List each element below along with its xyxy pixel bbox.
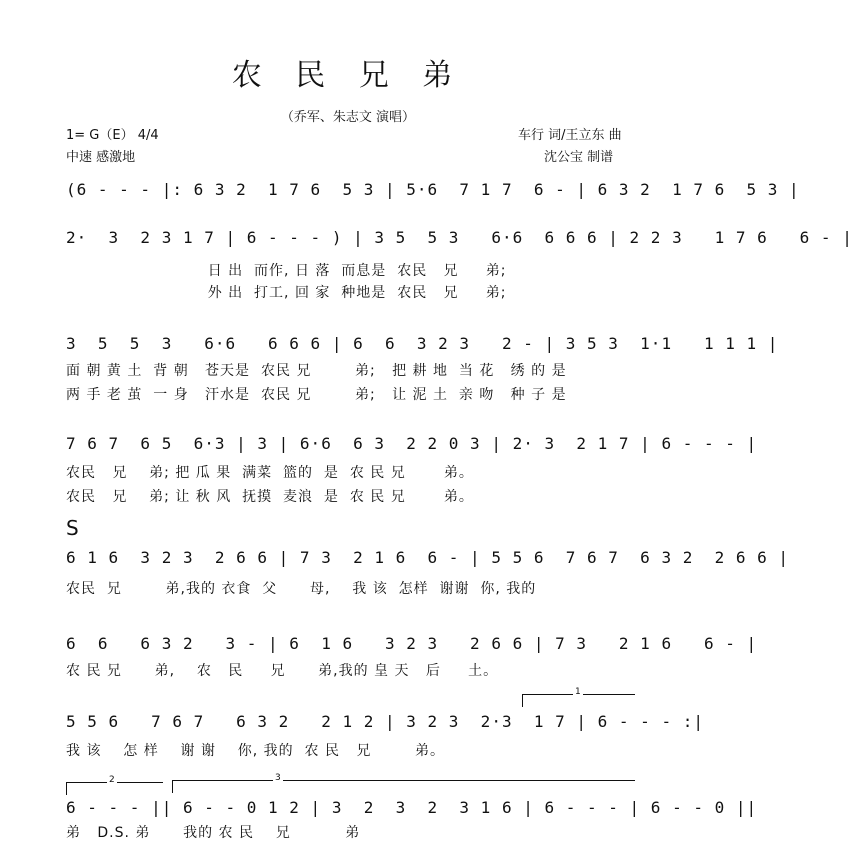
- volta-bracket-1: [522, 687, 635, 707]
- performers: （乔军、朱志文 演唱）: [280, 110, 416, 125]
- notation-line-6: 6 6 6 3 2 3 - | 6 1 6 3 2 3 2 6 6 | 7 3 2 1 6 6 - |: [66, 634, 758, 653]
- volta-number-2: 2: [109, 775, 115, 785]
- lyric-line-3-verse-1: 面 朝 黄 土 背 朝 苍天是 农民 兄 弟; 把 耕 地 当 花 绣 的 是: [66, 363, 567, 379]
- lyric-line-6: 农 民 兄 弟, 农 民 兄 弟,我的 皇 天 后 土。: [66, 663, 499, 679]
- volta-bracket-3: [172, 773, 635, 793]
- volta-bracket-2: [66, 775, 163, 795]
- key-signature: 1= G（E） 4/4: [66, 128, 159, 143]
- notation-line-4: 7 6 7 6 5 6·3 | 3 | 6·6 6 3 2 2 0 3 | 2· 3 2 1 7 | 6 - - - |: [66, 434, 758, 453]
- lyric-line-2-verse-2: 外 出 打工, 回 家 种地是 农民 兄 弟;: [66, 285, 507, 301]
- volta-number-3: 3: [275, 773, 281, 783]
- notation-line-2: 2· 3 2 3 1 7 | 6 - - - ) | 3 5 5 3 6·6 6 6 6 | 2 2 3 1 7 6 6 - |: [66, 228, 853, 247]
- lyric-line-5: 农民 兄 弟,我的 衣食 父 母, 我 该 怎样 谢谢 你, 我的: [66, 581, 537, 597]
- volta-number-1: 1: [575, 687, 581, 697]
- notation-line-3: 3 5 5 3 6·6 6 6 6 | 6 6 3 2 3 2 - | 3 5 3 1·1 1 1 1 |: [66, 334, 779, 353]
- lyric-line-4-verse-1: 农民 兄 弟; 把 瓜 果 满菜 篮的 是 农 民 兄 弟。: [66, 465, 474, 481]
- notation-line-8: 6 - - - || 6 - - 0 1 2 | 3 2 3 2 3 1 6 | 6 - - - | 6 - - 0 ||: [66, 798, 758, 817]
- lyric-line-3-verse-2: 两 手 老 茧 一 身 汗水是 农民 兄 弟; 让 泥 土 亲 吻 种 子 是: [66, 387, 567, 403]
- lyric-line-4-verse-2: 农民 兄 弟; 让 秋 风 抚摸 麦浪 是 农 民 兄 弟。: [66, 489, 474, 505]
- lyric-line-7: 我 该 怎 样 谢 谢 你, 我的 农 民 兄 弟。: [66, 743, 445, 759]
- song-title: 农 民 兄 弟: [231, 58, 465, 93]
- notation-line-7: 5 5 6 7 6 7 6 3 2 2 1 2 | 3 2 3 2·3 1 7 | 6 - - - :|: [66, 712, 704, 731]
- lyric-line-2-verse-1: 日 出 而作, 日 落 而息是 农民 兄 弟;: [66, 263, 507, 279]
- lyric-line-8: 弟 D.S. 弟 我的 农 民 兄 弟: [66, 825, 361, 841]
- transcriber: 沈公宝 制谱: [544, 150, 614, 165]
- tempo-marking: 中速 感激地: [66, 150, 136, 165]
- notation-line-5: 6 1 6 3 2 3 2 6 6 | 7 3 2 1 6 6 - | 5 5 6 7 6 7 6 3 2 2 6 6 |: [66, 548, 790, 567]
- notation-line-1: (6 - - - |: 6 3 2 1 7 6 5 3 | 5·6 7 1 7 6 - | 6 3 2 1 7 6 5 3 |: [66, 180, 800, 199]
- credits: 车行 词/王立东 曲: [518, 128, 622, 143]
- segno-sign: S: [66, 516, 79, 540]
